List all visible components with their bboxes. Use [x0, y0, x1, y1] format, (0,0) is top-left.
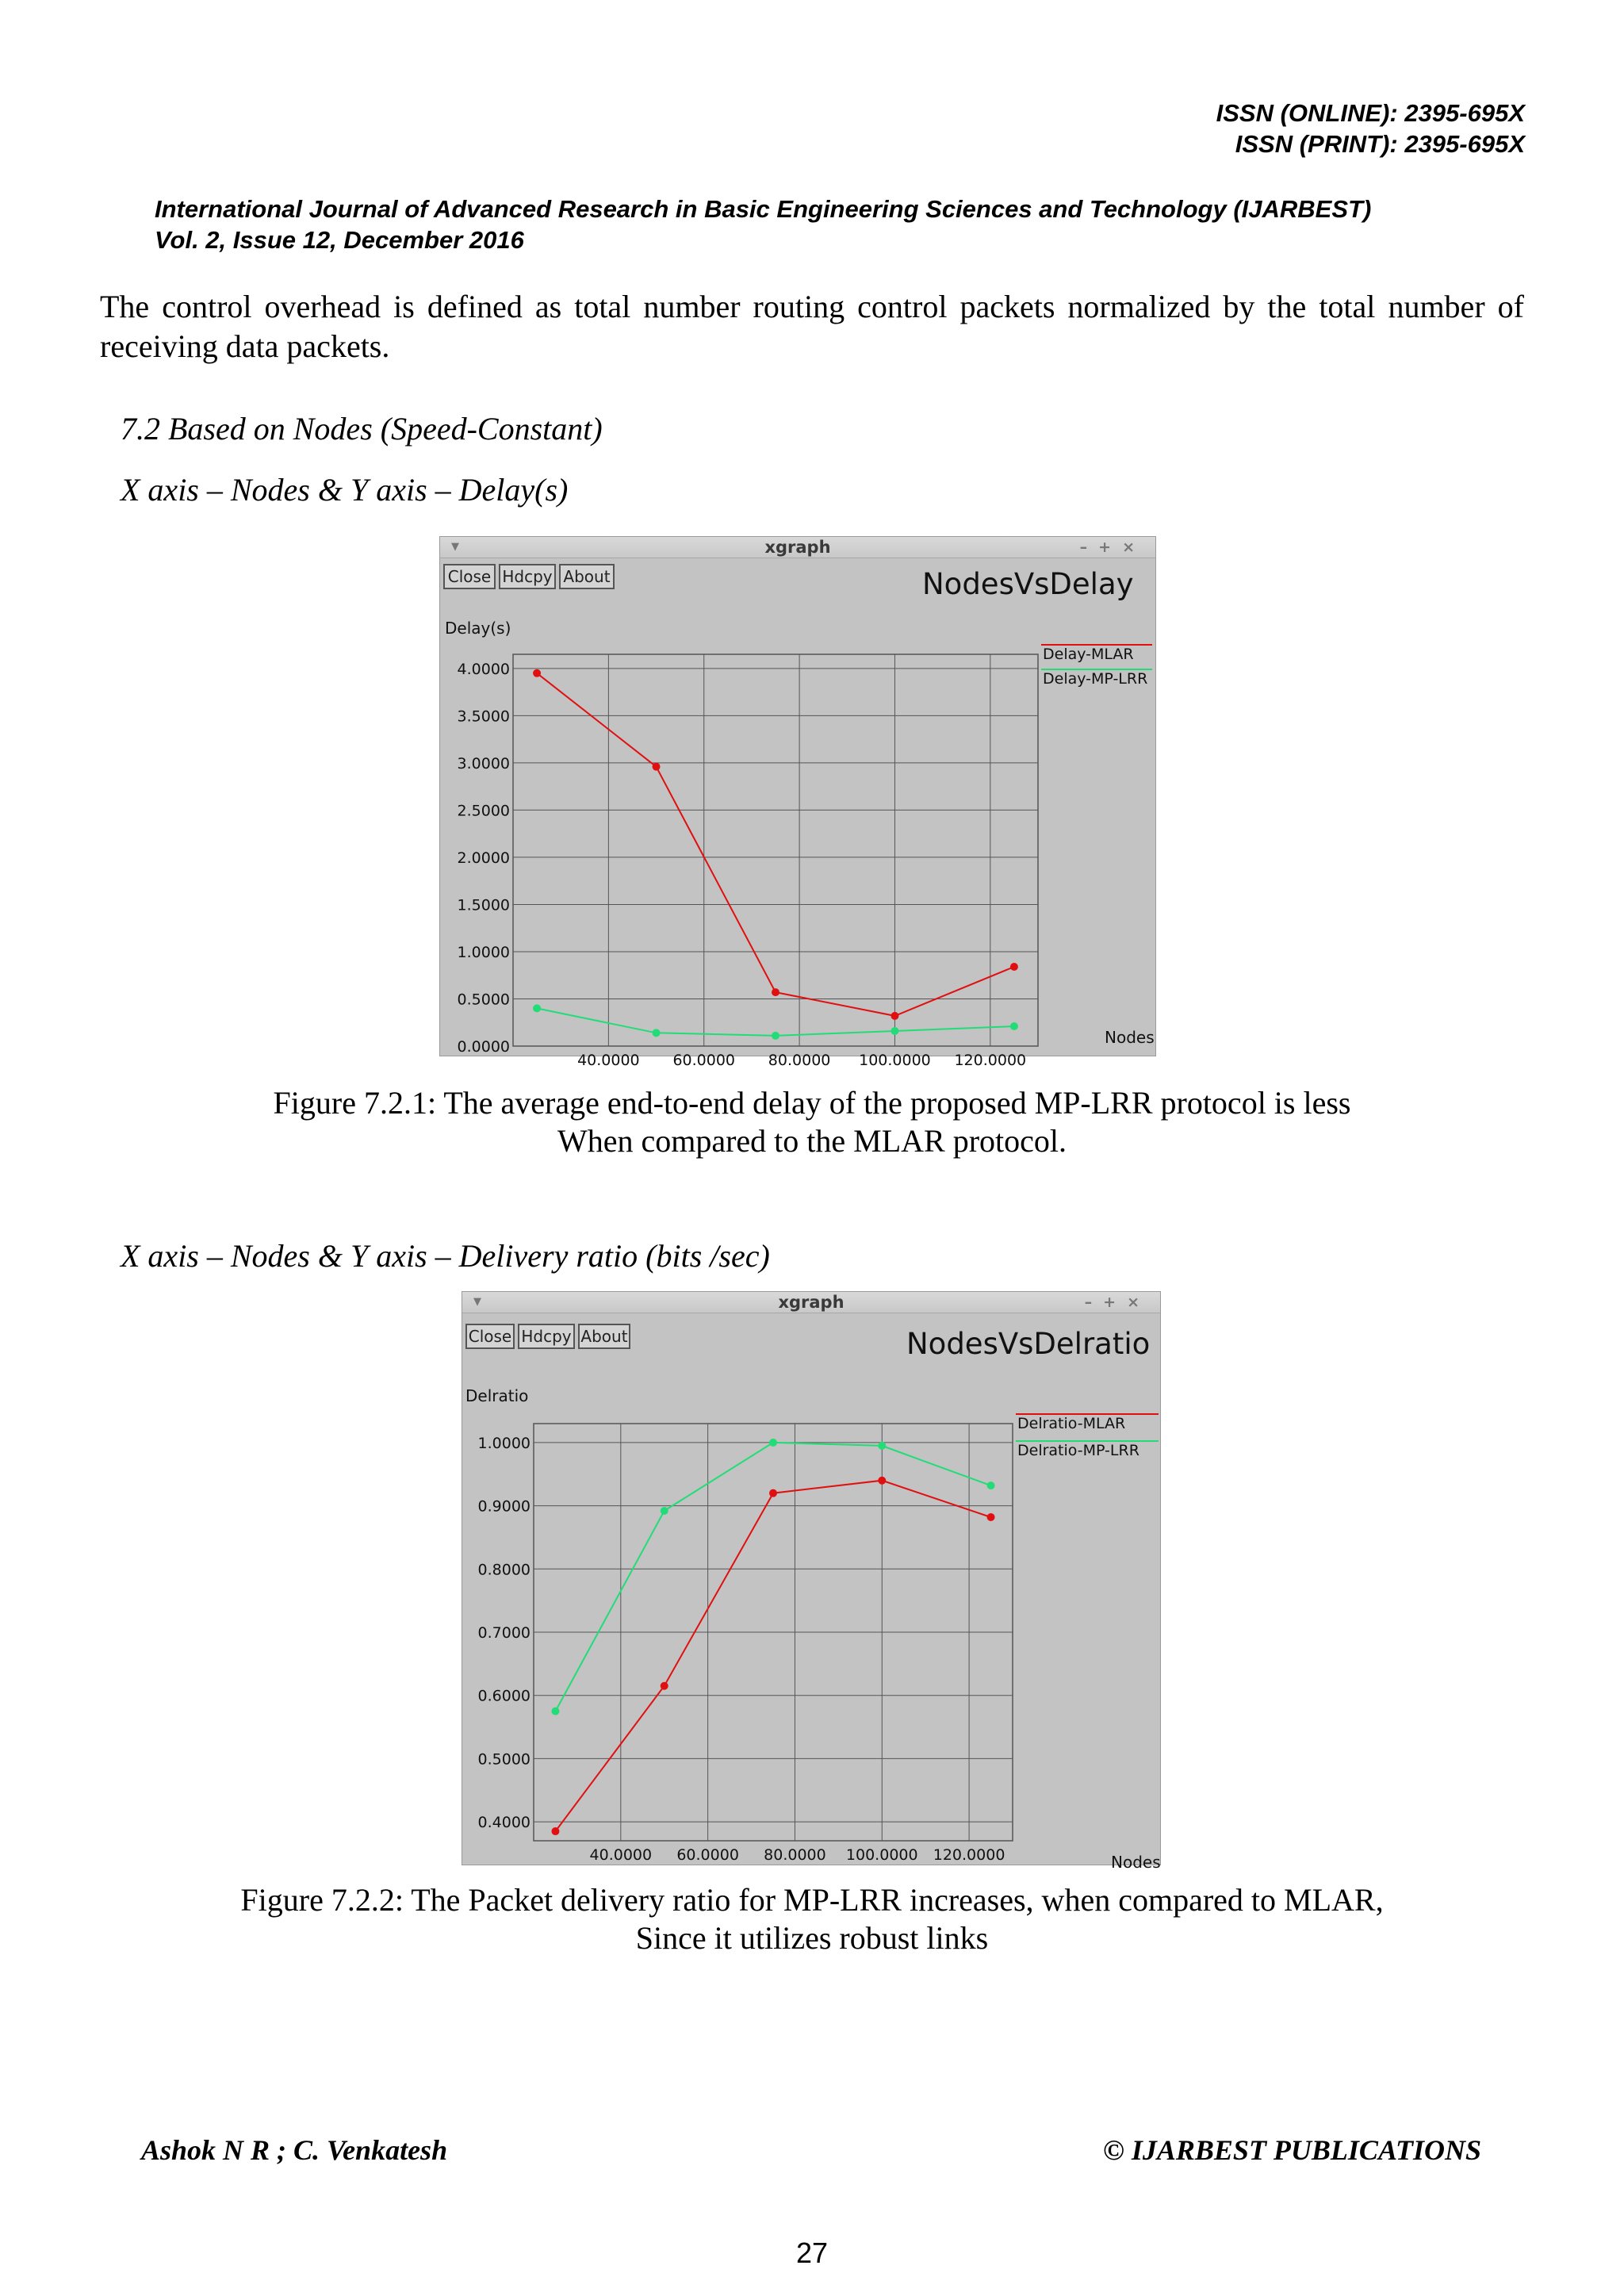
graph-title: NodesVsDelay	[922, 567, 1134, 601]
close-button[interactable]: Close	[443, 564, 496, 589]
issn-print: ISSN (PRINT): 2395-695X	[1235, 130, 1525, 158]
x-tick-label: 120.0000	[933, 1846, 1005, 1864]
maximize-icon[interactable]: +	[1103, 1294, 1128, 1311]
xgraph-window-delratio	[462, 1291, 1161, 1872]
data-point	[661, 1682, 668, 1690]
data-point	[769, 1439, 777, 1447]
y-tick-label: 0.9000	[477, 1497, 530, 1516]
hardcopy-button[interactable]: Hdcpy	[499, 564, 556, 589]
y-tick-label: 0.5000	[477, 1750, 530, 1769]
x-axis-label: Nodes	[1105, 1028, 1155, 1047]
x-tick-label: 100.0000	[859, 1052, 931, 1069]
figure-1-caption-line-1: Figure 7.2.1: The average end-to-end delay of the proposed MP-LRR protocol is less	[273, 1085, 1351, 1121]
y-tick-label: 0.6000	[477, 1687, 530, 1705]
window-titlebar	[462, 1292, 1160, 1313]
xgraph-window-delay	[439, 536, 1156, 1069]
y-tick-label: 1.5000	[457, 896, 510, 914]
data-point	[1010, 1022, 1018, 1030]
x-axis-label: Nodes	[1111, 1853, 1161, 1872]
footer-publisher: © IJARBEST PUBLICATIONS	[1102, 2134, 1481, 2166]
legend-label: Delratio-MP-LRR	[1017, 1442, 1139, 1459]
footer-authors: Ashok N R ; C. Venkatesh	[141, 2134, 448, 2166]
data-point	[772, 988, 779, 996]
close-icon[interactable]: ×	[1122, 539, 1146, 556]
data-point	[653, 763, 661, 771]
about-button[interactable]: About	[559, 564, 615, 589]
minimize-icon[interactable]: –	[1079, 539, 1099, 556]
window-menu-icon[interactable]: ▼	[451, 541, 459, 553]
section-heading: 7.2 Based on Nodes (Speed-Constant)	[121, 411, 603, 447]
x-tick-label: 80.0000	[768, 1052, 831, 1069]
x-tick-label: 40.0000	[589, 1846, 653, 1864]
hardcopy-button[interactable]: Hdcpy	[518, 1324, 575, 1349]
figure-2-caption-line-1: Figure 7.2.2: The Packet delivery ratio for MP-LRR increases, when compared to MLAR,	[240, 1882, 1384, 1918]
data-point	[878, 1442, 886, 1450]
legend-label: Delay-MP-LRR	[1043, 670, 1148, 688]
x-tick-label: 60.0000	[676, 1846, 739, 1864]
y-tick-label: 4.0000	[457, 660, 510, 678]
x-tick-label: 120.0000	[954, 1052, 1027, 1069]
y-tick-label: 1.0000	[457, 943, 510, 961]
y-tick-label: 2.0000	[457, 849, 510, 867]
data-point	[661, 1507, 668, 1515]
page-number: 27	[795, 2237, 829, 2269]
journal-volume: Vol. 2, Issue 12, December 2016	[155, 226, 524, 254]
data-point	[987, 1513, 995, 1521]
body-paragraph: The control overhead is defined as total number routing control packets normalized by the total number of receiving data packets.	[100, 289, 1524, 364]
y-tick-label: 0.4000	[477, 1814, 530, 1832]
y-tick-label: 0.5000	[457, 991, 510, 1009]
data-point	[551, 1708, 559, 1715]
y-tick-label: 1.0000	[477, 1434, 530, 1452]
y-tick-label: 3.5000	[457, 707, 510, 726]
y-tick-label: 0.8000	[477, 1561, 530, 1579]
journal-title: International Journal of Advanced Research in Basic Engineering Sciences and Technology (IJARBEST)	[155, 195, 1372, 223]
window-controls	[1080, 537, 1146, 558]
data-point	[878, 1477, 886, 1485]
axes-description-2: X axis – Nodes & Y axis – Delivery ratio (bits /sec)	[121, 1238, 770, 1274]
x-tick-label: 100.0000	[845, 1846, 918, 1864]
window-title: xgraph	[764, 538, 831, 557]
data-point	[533, 1004, 541, 1012]
y-axis-label: Delratio	[465, 1386, 529, 1405]
y-tick-label: 0.7000	[477, 1624, 530, 1642]
legend-label: Delratio-MLAR	[1017, 1415, 1126, 1432]
x-tick-label: 40.0000	[577, 1052, 640, 1069]
data-point	[533, 669, 541, 677]
y-axis-label: Delay(s)	[445, 619, 511, 638]
data-point	[772, 1032, 779, 1040]
chart-delratio	[462, 1313, 1162, 1872]
maximize-icon[interactable]: +	[1098, 539, 1123, 556]
data-point	[1010, 963, 1018, 971]
plot-frame	[513, 654, 1038, 1046]
data-point	[769, 1489, 777, 1497]
data-point	[891, 1027, 898, 1035]
window-menu-icon[interactable]: ▼	[473, 1296, 481, 1308]
data-point	[551, 1827, 559, 1835]
window-controls	[1085, 1292, 1151, 1313]
figure-1-caption-line-2: When compared to the MLAR protocol.	[557, 1123, 1067, 1159]
chart-delay	[440, 558, 1157, 1069]
figure-2-caption-line-2: Since it utilizes robust links	[635, 1920, 989, 1956]
x-tick-label: 60.0000	[672, 1052, 736, 1069]
x-tick-label: 80.0000	[764, 1846, 826, 1864]
window-title: xgraph	[778, 1293, 845, 1312]
axes-description-1: X axis – Nodes & Y axis – Delay(s)	[121, 472, 569, 508]
data-point	[653, 1029, 661, 1037]
close-button[interactable]: Close	[465, 1324, 515, 1349]
close-icon[interactable]: ×	[1127, 1294, 1151, 1311]
issn-online: ISSN (ONLINE): 2395-695X	[1216, 99, 1525, 127]
graph-title: NodesVsDelratio	[906, 1327, 1151, 1361]
y-tick-label: 0.0000	[457, 1038, 510, 1056]
y-tick-label: 2.5000	[457, 802, 510, 820]
about-button[interactable]: About	[578, 1324, 630, 1349]
data-point	[987, 1481, 995, 1489]
minimize-icon[interactable]: –	[1084, 1294, 1104, 1311]
y-tick-label: 3.0000	[457, 754, 510, 772]
data-point	[891, 1012, 898, 1020]
window-titlebar	[440, 537, 1155, 558]
legend-label: Delay-MLAR	[1043, 646, 1134, 663]
